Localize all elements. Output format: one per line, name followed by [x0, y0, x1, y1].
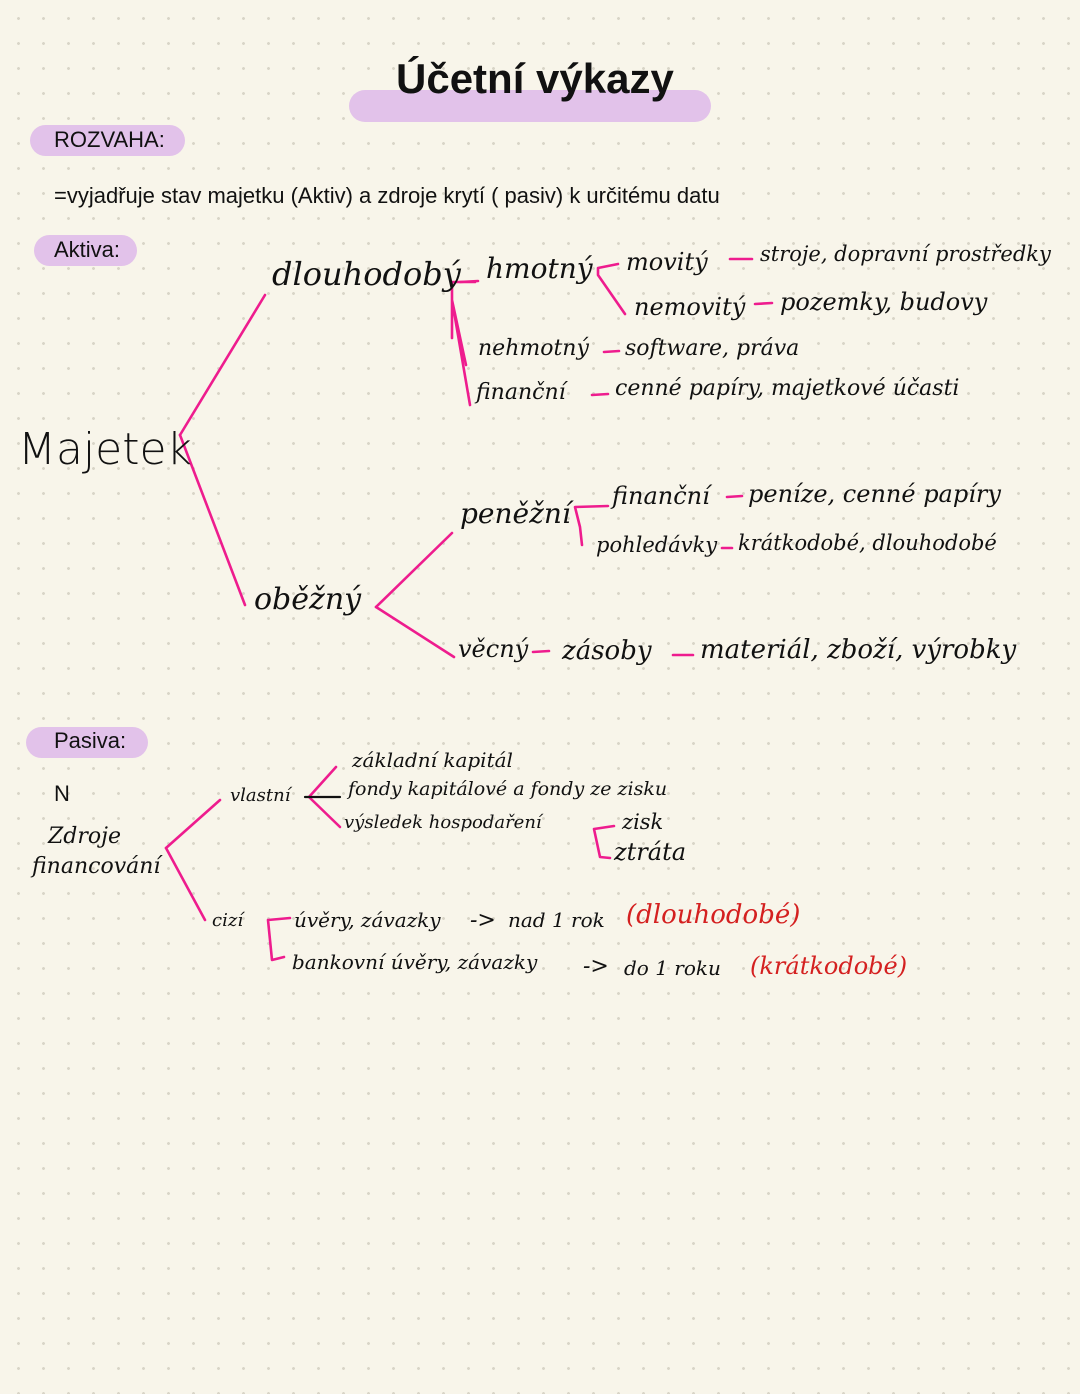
node-nemovity-detail: pozemky, budovy	[780, 288, 988, 316]
bracket-hmotny	[598, 264, 625, 314]
node-fondy: fondy kapitálové a fondy ze zisku	[348, 778, 668, 800]
bracket-cizi	[268, 918, 290, 960]
pasiva-marker: N	[54, 781, 70, 806]
arrow-bankovni: ->	[583, 954, 609, 979]
node-obezny: oběžný	[254, 582, 362, 617]
node-zasoby-detail: materiál, zboží, výrobky	[700, 635, 1017, 665]
node-zisk: zisk	[622, 810, 664, 834]
node-uvery: úvěry, závazky	[294, 908, 441, 932]
node-penezni-financni-detail: peníze, cenné papíry	[748, 480, 1001, 508]
node-movity: movitý	[626, 248, 708, 276]
node-nehmotny: nehmotný	[478, 336, 589, 361]
node-nemovity: nemovitý	[634, 293, 746, 321]
node-bankovni: bankovní úvěry, závazky	[292, 950, 538, 974]
node-financni: finanční	[476, 380, 566, 405]
definition-text: =vyjadřuje stav majetku (Aktiv) a zdroje krytí ( pasiv) k určitému datu	[54, 183, 720, 208]
dash-vecny	[533, 651, 549, 652]
page-title: Účetní výkazy	[396, 55, 674, 102]
section-pasiva: Pasiva:	[54, 728, 127, 753]
node-majetek: Majetek	[18, 424, 193, 475]
node-movity-detail: stroje, dopravní prostředky	[760, 242, 1051, 266]
node-vysledek: výsledek hospodaření	[344, 812, 542, 833]
branch-zdroje-vlastni	[166, 800, 220, 848]
dash-nehmotny	[604, 351, 619, 352]
note-kratkodobe: (krátkodobé)	[750, 952, 908, 980]
node-pohledavky-detail: krátkodobé, dlouhodobé	[738, 531, 997, 555]
section-rozvaha: ROZVAHA:	[54, 127, 165, 152]
node-pohledavky: pohledávky	[596, 533, 718, 557]
branch-obezny-penezni	[376, 533, 452, 607]
node-zasoby: zásoby	[562, 636, 652, 666]
dash-penezni-financni	[727, 496, 742, 497]
node-penezni: peněžní	[460, 497, 571, 530]
dash-hmotny	[460, 281, 478, 282]
node-dlouhodoby: dlouhodobý	[272, 255, 461, 293]
node-zdroje-line2: financování	[32, 854, 161, 879]
arrow-uvery: ->	[470, 908, 496, 933]
dash-nemovity	[755, 303, 772, 304]
node-vecny: věcný	[458, 635, 529, 663]
node-penezni-financni: finanční	[612, 482, 710, 510]
node-cizi: cizí	[212, 910, 244, 931]
node-vlastni: vlastní	[230, 785, 291, 806]
node-financni-detail: cenné papíry, majetkové účasti	[615, 376, 960, 401]
section-aktiva: Aktiva:	[54, 237, 121, 262]
branch-obezny-vecny	[376, 607, 454, 657]
node-ztrata: ztráta	[614, 838, 687, 866]
node-zakladni-kapital: základní kapitál	[352, 748, 513, 772]
node-nehmotny-detail: software, práva	[625, 336, 800, 361]
node-zdroje-line1: Zdroje	[48, 824, 121, 849]
note-dlouhodobe: (dlouhodobé)	[626, 900, 801, 930]
bracket-vysledek	[594, 826, 614, 858]
node-bankovni-term: do 1 roku	[624, 956, 721, 980]
node-uvery-term: nad 1 rok	[508, 908, 605, 932]
branch-zdroje-cizi	[166, 848, 205, 920]
branch-majetek-dlouhodoby	[180, 295, 265, 435]
dash-financni	[592, 394, 608, 395]
bracket-dlouhodoby	[452, 282, 475, 405]
node-hmotny: hmotný	[486, 252, 593, 285]
